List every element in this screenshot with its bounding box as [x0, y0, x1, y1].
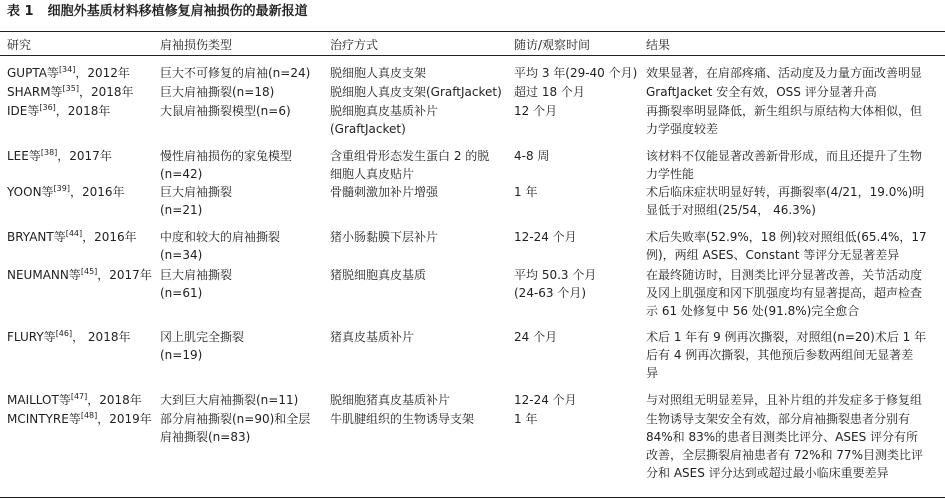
cell-treatment — [330, 266, 426, 284]
reference-number: [39] — [53, 184, 70, 193]
cell-injury-type-line: (n=19) — [160, 348, 203, 362]
cell-result-line: 及冈上肌强度和冈下肌强度均有显著提高，超声检查 — [646, 286, 923, 300]
cell-treatment-line: 猪小肠黏膜下层补片 — [330, 230, 439, 244]
cell-followup — [514, 102, 557, 120]
cell-result-line: 在最终随访时，目测类比评分显著改善，关节活动度 — [646, 268, 923, 282]
cell-study — [7, 228, 137, 246]
cell-result — [646, 410, 923, 482]
cell-followup-line: 平均 3 年(29-40 个月) — [514, 66, 638, 80]
study-year: ，2018年 — [55, 104, 111, 118]
cell-followup-line: 1 年 — [514, 412, 538, 426]
cell-result-line: 异 — [646, 366, 659, 380]
cell-followup-line: 12 个月 — [514, 104, 558, 118]
cell-result-line: 显低于对照组(25/54， 46.3%) — [646, 203, 816, 217]
cell-study — [7, 391, 142, 409]
cell-followup — [514, 391, 577, 409]
cell-injury-type-line: 冈上肌完全撕裂 — [160, 330, 245, 344]
cell-injury-type-line: 巨大肩袖撕裂 — [160, 185, 233, 199]
cell-followup-line: 超过 18 个月 — [514, 85, 585, 99]
cell-study — [7, 147, 112, 165]
cell-result-line: GraftJacket 安全有效，OSS 评分显著升高 — [646, 85, 877, 99]
cell-injury-type-line: 巨大不可修复的肩袖(n=24) — [160, 66, 311, 80]
study-year: ，2016年 — [82, 230, 137, 244]
table-caption — [7, 2, 308, 22]
reference-number: [45] — [80, 267, 98, 276]
cell-injury-type — [160, 83, 274, 101]
reference-number: [46] — [55, 329, 73, 338]
cell-followup-line: 4-8 周 — [514, 149, 550, 163]
cell-result-line: 力学性能 — [646, 167, 695, 181]
cell-result-line: 与对照组无明显差异，且补片组的并发症多于修复组 — [646, 393, 923, 407]
cell-result — [646, 83, 877, 101]
cell-study — [7, 410, 152, 428]
cell-injury-type-line: (n=42) — [160, 167, 203, 181]
cell-treatment — [330, 147, 489, 183]
cell-injury-type-line: 大到巨大肩袖撕裂(n=11) — [160, 393, 299, 407]
cell-injury-type-line: 肩袖撕裂(n=83) — [160, 430, 251, 444]
study-author: MCINTYRE等 — [7, 412, 81, 426]
cell-followup — [514, 183, 537, 201]
cell-followup — [514, 228, 577, 246]
cell-followup-line: (24-63 个月) — [514, 286, 587, 300]
cell-followup-line: 12-24 个月 — [514, 393, 577, 407]
cell-treatment — [330, 328, 414, 346]
header-injury-type: 肩袖损伤类型 — [160, 38, 233, 52]
table-bottom-rule — [0, 497, 945, 498]
caption-label: 表 1 — [7, 4, 34, 19]
cell-injury-type-line: 中度和较大的肩袖撕裂 — [160, 230, 281, 244]
header-result: 结果 — [646, 38, 671, 52]
cell-followup — [514, 83, 585, 101]
header-study: 研究 — [7, 38, 32, 52]
study-author: MAILLOT等 — [7, 393, 71, 407]
cell-injury-type — [160, 410, 310, 446]
cell-injury-type — [160, 328, 244, 364]
cell-followup-line: 平均 50.3 个月 — [514, 268, 597, 282]
cell-injury-type-line: 巨大肩袖撕裂(n=18) — [160, 85, 275, 99]
cell-treatment-line: 脱细胞人真皮支架(GraftJacket) — [330, 85, 502, 99]
reference-number: [34] — [58, 65, 76, 74]
cell-result — [646, 228, 927, 264]
cell-treatment-line: 含重组骨形态发生蛋白 2 的脱 — [330, 149, 490, 163]
cell-followup-line: 1 年 — [514, 185, 538, 199]
reference-number: [36] — [39, 103, 56, 112]
study-year: ，2019年 — [97, 412, 152, 426]
study-author: LEE等 — [7, 149, 41, 163]
cell-treatment-line: 牛肌腱组织的生物诱导支架 — [330, 412, 475, 426]
cell-treatment — [330, 391, 450, 409]
cell-result — [646, 102, 922, 138]
reference-number: [35] — [62, 84, 79, 93]
cell-injury-type — [160, 183, 232, 219]
cell-followup — [514, 410, 537, 428]
cell-treatment-line: (GraftJacket) — [330, 122, 406, 136]
caption-title: 细胞外基质材料移植修复肩袖损伤的最新报道 — [47, 4, 308, 19]
cell-injury-type — [160, 147, 292, 183]
cell-result — [646, 183, 924, 219]
cell-study — [7, 328, 130, 346]
cell-followup — [514, 328, 557, 346]
reference-number: [44] — [65, 229, 83, 238]
study-author: GUPTA等 — [7, 66, 59, 80]
study-author: YOON等 — [7, 185, 54, 199]
cell-injury-type — [160, 266, 232, 302]
cell-followup — [514, 266, 596, 302]
cell-treatment-line: 脱细胞人真皮支架 — [330, 66, 427, 80]
cell-treatment-line: 脱细胞猪真皮基质补片 — [330, 393, 451, 407]
study-year: ，2017年 — [57, 149, 112, 163]
study-year: ，2012年 — [75, 66, 130, 80]
cell-result — [646, 266, 922, 320]
header-treatment: 治疗方式 — [330, 38, 379, 52]
cell-result-line: 后有 4 例再次撕裂，其他预后参数两组间无显著差 — [646, 348, 914, 362]
cell-result-line: 术后 1 年有 9 例再次撕裂，对照组(n=20)术后 1 年 — [646, 330, 927, 344]
study-author: BRYANT等 — [7, 230, 66, 244]
reference-number: [47] — [70, 392, 88, 401]
cell-followup-line: 24 个月 — [514, 330, 558, 344]
cell-injury-type-line: 巨大肩袖撕裂 — [160, 268, 233, 282]
cell-treatment — [330, 228, 438, 246]
header-followup: 随访/观察时间 — [514, 38, 591, 52]
cell-injury-type — [160, 64, 310, 82]
cell-injury-type-line: 慢性肩袖损伤的家兔模型 — [160, 149, 293, 163]
reference-number: [48] — [80, 411, 98, 420]
table-top-rule — [0, 31, 945, 32]
study-author: NEUMANN等 — [7, 268, 81, 282]
cell-study — [7, 183, 125, 201]
cell-result-line: 例)，两组 ASES、Constant 等评分无显著差异 — [646, 248, 900, 262]
cell-injury-type — [160, 391, 298, 409]
cell-result-line: 改善，全层撕裂肩袖患者有 72%和 77%目测类比评 — [646, 448, 923, 462]
cell-study — [7, 64, 130, 82]
cell-study — [7, 102, 110, 120]
study-author: SHARM等 — [7, 85, 63, 99]
cell-result-line: 84%和 83%的患者目测类比评分、ASES 评分有所 — [646, 430, 918, 444]
cell-treatment — [330, 102, 438, 138]
cell-result-line: 力学强度较差 — [646, 122, 719, 136]
cell-injury-type-line: (n=21) — [160, 203, 203, 217]
cell-result-line: 该材料不仅能显著改善新骨形成，而且还提升了生物 — [646, 149, 923, 163]
table-header-rule — [0, 55, 945, 56]
cell-injury-type-line: 部分肩袖撕裂(n=90)和全层 — [160, 412, 311, 426]
cell-result — [646, 391, 922, 409]
study-author: IDE等 — [7, 104, 40, 118]
study-year: ，2018年 — [87, 393, 142, 407]
study-year: ，2018年 — [78, 85, 134, 99]
cell-injury-type-line: (n=34) — [160, 248, 203, 262]
cell-treatment — [330, 64, 426, 82]
cell-injury-type — [160, 228, 280, 264]
cell-result — [646, 328, 926, 382]
cell-treatment-line: 细胞人真皮贴片 — [330, 167, 415, 181]
cell-result-line: 分和 ASES 评分达到或超过最小临床重要差异 — [646, 466, 889, 480]
cell-result-line: 术后失败率(52.9%，18 例)较对照组低(65.4%，17 — [646, 230, 927, 244]
study-year: ， 2018年 — [72, 330, 131, 344]
cell-treatment-line: 脱细胞真皮基质补片 — [330, 104, 439, 118]
cell-result-line: 效果显著，在肩部疼痛、活动度及力量方面改善明显 — [646, 66, 923, 80]
cell-treatment-line: 猪脱细胞真皮基质 — [330, 268, 427, 282]
cell-injury-type-line: (n=61) — [160, 286, 203, 300]
cell-treatment — [330, 410, 474, 428]
cell-result-line: 生物诱导支架安全有效，部分肩袖撕裂患者分别有 — [646, 412, 911, 426]
cell-followup — [514, 147, 549, 165]
cell-injury-type — [160, 102, 291, 120]
cell-study — [7, 83, 134, 101]
cell-treatment-line: 猪真皮基质补片 — [330, 330, 415, 344]
study-year: ，2017年 — [97, 268, 152, 282]
cell-followup-line: 12-24 个月 — [514, 230, 577, 244]
study-year: ，2016年 — [69, 185, 125, 199]
cell-result-line: 示 61 处修复中 56 处(91.8%)完全愈合 — [646, 304, 860, 318]
cell-study — [7, 266, 152, 284]
cell-result-line: 再撕裂率明显降低，新生组织与原结构大体相似，但 — [646, 104, 923, 118]
cell-result — [646, 147, 922, 183]
cell-result — [646, 64, 922, 82]
cell-treatment — [330, 83, 502, 101]
cell-injury-type-line: 大鼠肩袖撕裂模型(n=6) — [160, 104, 291, 118]
cell-treatment — [330, 183, 438, 201]
reference-number: [38] — [40, 148, 58, 157]
cell-result-line: 术后临床症状明显好转，再撕裂率(4/21，19.0%)明 — [646, 185, 925, 199]
study-author: FLURY等 — [7, 330, 56, 344]
cell-treatment-line: 骨髓刺激加补片增强 — [330, 185, 439, 199]
cell-followup — [514, 64, 637, 82]
